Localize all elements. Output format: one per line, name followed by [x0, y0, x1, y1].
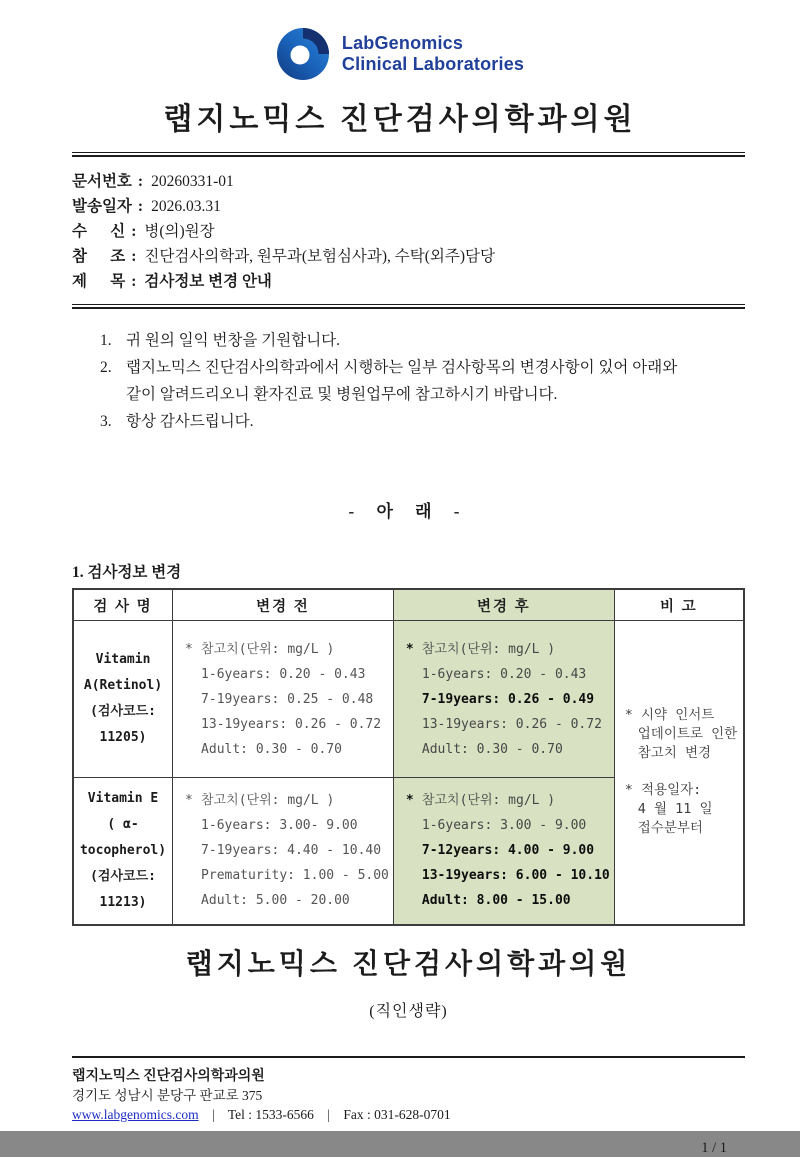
table-header-row: [73, 589, 744, 621]
body-item-line: 같이 알려드리오니 환자진료 및 병원업무에 참고하시기 바랍니다.: [126, 386, 558, 403]
remark-line: * 시약 인서트: [624, 707, 715, 724]
range-line-changed: Adult: 8.00 - 15.00: [421, 893, 571, 909]
body-item-line: 랩지노믹스 진단검사의학과에서 시행하는 일부 검사항목의 변경사항이 있어 아래와: [126, 359, 678, 376]
doc-label: 문서번호: [72, 173, 132, 190]
body-item-2: [100, 354, 745, 408]
below-divider-text: - 아 래 -: [348, 502, 469, 521]
range-line: Adult: 0.30 - 0.70: [421, 741, 563, 757]
doc-separator: :: [131, 223, 137, 240]
doc-value: 진단검사의학과, 원무과(보험심사과), 수탁(외주)담당: [144, 248, 495, 265]
remarks-cell: [614, 621, 744, 925]
before-cell: [173, 621, 394, 778]
body-item-text: 항상 감사드립니다.: [126, 413, 254, 430]
footer-separator: |: [327, 1106, 330, 1122]
footer-rule: [72, 1056, 745, 1058]
page-title: 랩지노믹스 진단검사의학과의원: [163, 103, 637, 136]
range-line: 1-6years: 0.20 - 0.43: [201, 666, 366, 682]
divider-rule-docinfo: [72, 304, 745, 309]
change-table: [72, 588, 745, 926]
divider-rule-top: [72, 152, 745, 157]
range-line: Adult: 0.30 - 0.70: [201, 741, 342, 757]
remark-line: 업데이트로 인한: [637, 726, 738, 743]
website-link[interactable]: www.labgenomics.com: [72, 1106, 199, 1122]
doc-value: 20260331-01: [151, 173, 234, 190]
range-line-changed: 7-19years: 0.26 - 0.49: [421, 691, 595, 707]
test-name-cell: [73, 778, 173, 925]
test-name: Vitamin E: [87, 790, 159, 806]
table-row-vitamin-a: [73, 621, 744, 778]
asterisk-marker: *: [405, 641, 414, 657]
remark-line: 4 월 11 일: [637, 801, 713, 818]
body-item-text: 귀 원의 일익 번창을 기원합니다.: [126, 332, 341, 349]
doc-separator: :: [131, 248, 137, 265]
body-text: [72, 327, 745, 435]
remark-line: * 적용일자:: [624, 782, 702, 799]
doc-separator: :: [137, 173, 144, 190]
page-number: 1 / 1: [701, 1139, 727, 1156]
test-name-cell: [73, 621, 173, 778]
range-line: 1-6years: 3.00 - 9.00: [421, 818, 587, 834]
asterisk-marker: *: [185, 793, 193, 809]
reference-label: 참고치(단위: mg/L ): [201, 793, 335, 809]
col-header-before: 변경 전: [173, 589, 394, 621]
col-header-test-name: 검 사 명: [73, 589, 173, 621]
stamp-omitted-note: (직인생략): [369, 1002, 448, 1020]
range-line: Adult: 5.00 - 20.00: [201, 893, 350, 909]
logo-wordmark: [342, 33, 524, 75]
range-line-changed: 13-19years: 6.00 - 10.10: [421, 868, 610, 884]
doc-label: 발송일자: [72, 198, 132, 215]
reference-header: [185, 788, 389, 813]
footer-contact: [72, 1105, 745, 1124]
section-title: 1. 검사정보 변경: [72, 564, 182, 581]
asterisk-marker: *: [185, 641, 193, 657]
body-item-3: [100, 408, 745, 435]
range-line: 1-6years: 0.20 - 0.43: [421, 666, 587, 682]
test-name: Vitamin A(Retinol): [83, 652, 163, 693]
footer-tel: Tel : 1533-6566: [227, 1106, 314, 1122]
test-code: (검사코드: 11213): [90, 868, 156, 910]
reference-label: 참고치(단위: mg/L ): [421, 793, 556, 809]
after-cell: [393, 621, 614, 778]
range-line: 7-19years: 4.40 - 10.40: [201, 843, 382, 859]
doc-label: 수 신: [72, 223, 126, 240]
range-line: 13-19years: 0.26 - 0.72: [201, 716, 382, 732]
body-item-number: 3.: [100, 413, 112, 430]
doc-separator: :: [137, 198, 144, 215]
reference-label: 참고치(단위: mg/L ): [201, 641, 335, 657]
remark-reason: [625, 706, 739, 763]
after-cell: [393, 778, 614, 925]
labgenomics-logo-icon: [276, 27, 330, 81]
before-cell: [173, 778, 394, 925]
asterisk-marker: *: [405, 793, 414, 809]
doc-separator: :: [131, 273, 137, 290]
remark-effective-date: [625, 781, 739, 838]
test-subname: ( α-tocopherol): [79, 816, 167, 858]
remark-line: 접수분부터: [637, 820, 703, 837]
doc-row-cc: [72, 244, 745, 269]
footer-fax: Fax : 031-628-0701: [343, 1106, 451, 1122]
reference-header: [185, 637, 389, 662]
range-line: 13-19years: 0.26 - 0.72: [421, 716, 602, 732]
body-item-1: [100, 327, 745, 354]
logo-line2: Clinical Laboratories: [341, 54, 525, 74]
body-item-number: 1.: [100, 332, 112, 349]
range-line-changed: 7-12years: 4.00 - 9.00: [421, 843, 595, 859]
body-item-text: [126, 354, 745, 408]
doc-row-subject: [72, 269, 745, 294]
footer-address: 경기도 성남시 분당구 판교로 375: [72, 1087, 263, 1103]
remark-line: 참고치 변경: [637, 745, 712, 762]
doc-value: 2026.03.31: [151, 198, 221, 215]
doc-label: 제 목: [72, 273, 126, 290]
reference-header: [406, 637, 610, 662]
reference-label: 참고치(단위: mg/L ): [421, 641, 556, 657]
signature-title: 랩지노믹스 진단검사의학과의원: [185, 948, 632, 980]
test-code: (검사코드: 11205): [90, 704, 156, 745]
doc-row-number: [72, 169, 745, 194]
footer-separator: |: [211, 1106, 215, 1122]
range-line: 7-19years: 0.25 - 0.48: [201, 691, 374, 707]
body-item-number: 2.: [100, 359, 112, 376]
doc-subject-value: 검사정보 변경 안내: [144, 273, 272, 290]
doc-value: 병(의)원장: [144, 223, 215, 240]
doc-row-date: [72, 194, 745, 219]
range-line: 1-6years: 3.00- 9.00: [201, 818, 358, 834]
footer: [72, 1067, 745, 1124]
doc-label: 참 조: [72, 248, 126, 265]
range-line: Prematurity: 1.00 - 5.00: [201, 868, 389, 884]
reference-header: [406, 788, 610, 813]
document-info: [72, 169, 745, 294]
footer-company-name: 랩지노믹스 진단검사의학과의원: [72, 1068, 265, 1084]
logo: [0, 26, 800, 82]
doc-row-recipient: [72, 219, 745, 244]
col-header-after: 변경 후: [393, 589, 614, 621]
col-header-remarks: 비 고: [614, 589, 744, 621]
logo-line1: LabGenomics: [341, 33, 464, 53]
